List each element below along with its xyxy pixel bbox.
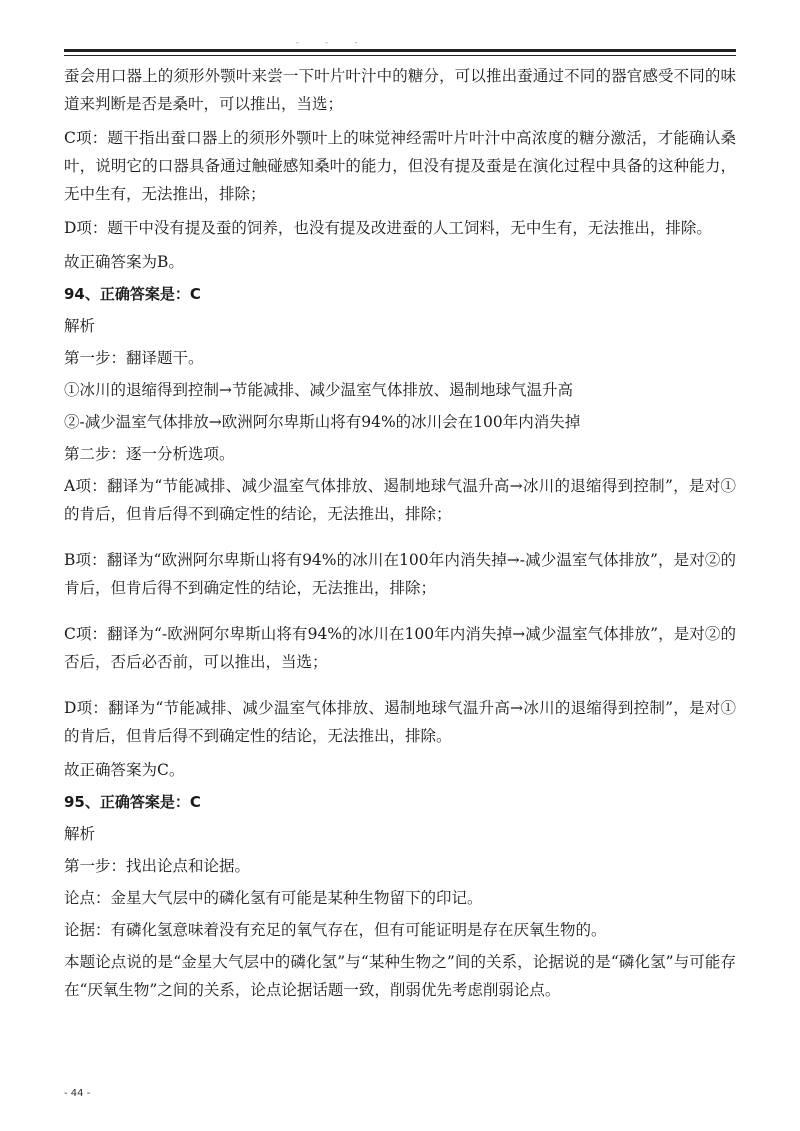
header-rule-thin [64,55,736,56]
paragraph-option-d-93: D项：题干中没有提及蚕的饲养，也没有提及改进蚕的人工饲料，无中生有，无法推出，排除。 [64,219,712,237]
analysis-label-95: 解析 [64,825,96,843]
answer-conclusion-93: 故正确答案为B。 [64,253,184,271]
analysis-label-94: 解析 [64,317,96,335]
option-b-94: B项：翻译为“欧洲阿尔卑斯山将有94%的冰川在100年内消失掉→-减少温室气体排放”，是对②的肯后，但肯后得不到确定性的结论，无法推出，排除； [64,551,736,597]
argument-point-95: 论点：金星大气层中的磷化氢有可能是某种生物留下的印记。 [64,889,483,907]
premise-1-94: ①冰川的退缩得到控制→节能减排、减少温室气体排放、遏制地球气温升高 [64,381,573,399]
question-95-heading: 95、正确答案是：C [64,793,201,811]
page-number: - 44 - [64,1088,91,1099]
argument-summary-95: 本题论点说的是“金星大气层中的磷化氢”与“某种生物之”间的关系，论据说的是“磷化氢”与可能存在“厌氧生物”之间的关系，论点论据话题一致，削弱优先考虑削弱论点。 [64,953,736,999]
step-one-95: 第一步：找出论点和论据。 [64,857,251,875]
argument-evidence-95: 论据：有磷化氢意味着没有充足的氧气存在，但有可能证明是存在厌氧生物的。 [64,921,607,939]
header-mark: - - - [296,38,370,47]
header-rule-thick [64,49,736,52]
question-94-heading: 94、正确答案是：C [64,285,201,303]
premise-2-94: ②-减少温室气体排放→欧洲阿尔卑斯山将有94%的冰川会在100年内消失掉 [64,413,581,431]
paragraph-option-c-93: C项：题干指出蚕口器上的须形外颚叶上的味觉神经需叶片叶汁中高浓度的糖分激活，才能确认桑叶，说明它的口器具备通过触碰感知桑叶的能力，但没有提及蚕是在演化过程中具备的这种能力，无中生有，无法推出，排除； [64,129,736,203]
paragraph-answer-b-tail: 蚕会用口器上的须形外颚叶来尝一下叶片叶汁中的糖分，可以推出蚕通过不同的器官感受不同的味道来判断是否是桑叶，可以推出，当选； [64,67,736,113]
option-c-94: C项：翻译为“-欧洲阿尔卑斯山将有94%的冰川在100年内消失掉→减少温室气体排放”，是对②的否后，否后必否前，可以推出，当选； [64,625,736,671]
step-one-94: 第一步：翻译题干。 [64,349,204,367]
document-body [64,62,736,1010]
answer-conclusion-94: 故正确答案为C。 [64,761,185,779]
step-two-94: 第二步：逐一分析选项。 [64,445,235,463]
option-d-94: D项：翻译为“节能减排、减少温室气体排放、遏制地球气温升高→冰川的退缩得到控制”，是对①的肯后，但肯后得不到确定性的结论，无法推出，排除。 [64,699,736,745]
option-a-94: A项：翻译为“节能减排、减少温室气体排放、遏制地球气温升高→冰川的退缩得到控制”，是对①的肯后，但肯后得不到确定性的结论，无法推出，排除； [64,477,736,523]
